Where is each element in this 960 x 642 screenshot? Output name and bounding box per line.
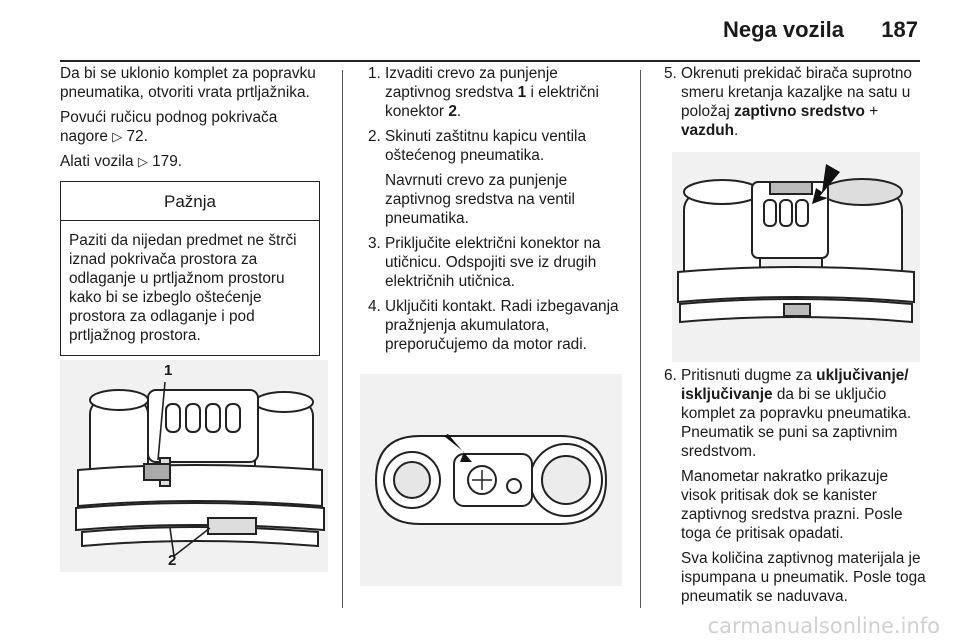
step-number: 4.: [368, 298, 381, 315]
step-subtext: Sva količina zaptivnog materijala je ispumpana u pneumatik. Posle toga pneumatik se naduvava.: [681, 550, 926, 605]
list-item: [368, 234, 624, 291]
column-left: [60, 64, 328, 356]
page-reference-arrow-icon: ▷: [137, 154, 148, 169]
tools-paragraph: [60, 152, 328, 171]
step-number: 1.: [368, 65, 381, 82]
step-bold: uključivanje/ isključivanje: [681, 367, 909, 403]
paragraph-text: Povući ručicu podnog pokrivača nagore: [60, 109, 278, 145]
figure-callout: 2: [168, 552, 177, 569]
step-bold: vazduh: [681, 122, 735, 139]
chapter-title: Nega vozila: [722, 17, 844, 42]
step-number: 3.: [368, 235, 381, 252]
step-subtext: Manometar nakratko prikazuje visok pritisak dok se kanister zaptivnog sredstva prazni. Posle toga će pritisak opadati.: [681, 468, 903, 542]
step-text: da bi se uključio komplet za popravku pneumatika. Pneumatik se puni sa zaptivnim sredstvom.: [681, 386, 912, 460]
figure-compressor-hose-connector: [60, 360, 328, 572]
list-item: [664, 64, 926, 140]
figure-callout: 1: [164, 362, 173, 379]
caution-box: [60, 181, 320, 356]
figure-selector-top-view: [360, 374, 622, 586]
list-item: [664, 366, 926, 606]
page-reference-arrow-icon: ▷: [112, 129, 123, 144]
column-divider: [342, 70, 343, 608]
step-text: Okrenuti prekidač birača suprotno smeru kretanja kazaljke na satu u položaj: [681, 65, 912, 120]
figure-compressor-selector: [672, 152, 920, 362]
step-subtext: Navrnuti crevo za punjenje zaptivnog sredstva na ventil pneumatika.: [385, 172, 575, 227]
list-item: [368, 127, 624, 228]
step-bold: 1: [517, 84, 527, 101]
step-bold: zaptivno sredstvo: [734, 103, 865, 120]
list-item: [368, 64, 624, 121]
step-text: Izvaditi crevo za punjenje zaptivnog sredstva: [385, 65, 558, 101]
step-text: Priključite električni konektor na utičnicu. Odspojiti sve iz drugih električnih utičnica.: [385, 235, 601, 290]
step-text: i električni konektor: [385, 84, 599, 120]
floor-cover-paragraph: [60, 108, 328, 146]
step-number: 2.: [368, 128, 381, 145]
step-text: Pritisnuti dugme za: [681, 367, 817, 384]
step-text: +: [864, 103, 879, 120]
step-text: .: [734, 122, 739, 139]
step-number: 5.: [664, 65, 677, 82]
paragraph-text: Alati vozila: [60, 153, 138, 170]
column-middle: [368, 64, 624, 360]
header-divider: [60, 60, 920, 62]
step-bold: 2: [448, 103, 457, 120]
step-text: Uključiti kontakt. Radi izbegavanja pražnjenja akumulatora, preporučujemo da motor radi.: [385, 298, 619, 353]
step-text: .: [456, 103, 462, 120]
steps-list: [664, 64, 926, 140]
steps-list: [664, 366, 926, 606]
page-reference[interactable]: 179.: [152, 153, 183, 170]
steps-list: [368, 64, 624, 354]
page-number: 187: [881, 17, 918, 42]
step-number: 6.: [664, 367, 677, 384]
list-item: [368, 297, 624, 354]
caution-text: Paziti da nijedan predmet ne štrči iznad pokrivača prostora za odlaganje u prtljažnom prostoru kako bi se izbeglo oštećenje prostora za odlaganje i pod prtljažnog prostora.: [69, 232, 297, 344]
caution-title: Pažnja: [61, 182, 319, 221]
page-reference[interactable]: 72.: [126, 128, 148, 145]
column-divider: [640, 70, 641, 608]
page-header: [0, 0, 960, 62]
watermark: carmanualsonline.info: [707, 614, 940, 638]
step-text: Skinuti zaštitnu kapicu ventila oštećenog pneumatika.: [385, 128, 587, 164]
intro-paragraph: Da bi se uklonio komplet za popravku pneumatika, otvoriti vrata prtljažnika.: [60, 65, 316, 101]
